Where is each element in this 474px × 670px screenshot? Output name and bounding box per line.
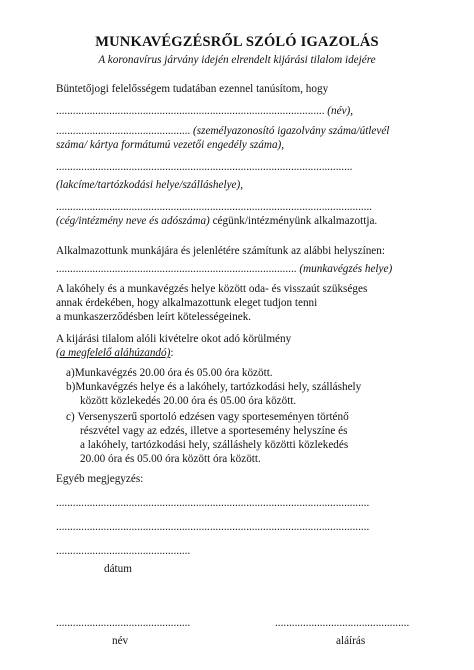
company-text: cégünk/intézményünk alkalmazottja. [209, 215, 378, 227]
id-label-cont: száma/ kártya formátumú vezetői engedély száma), [56, 139, 285, 151]
option-b-line-1: Munkavégzés helye és a lakóhely, tartózkodási hely, szálláshely [75, 381, 362, 393]
notes-label: Egyéb megjegyzés: [56, 473, 144, 485]
option-c-marker: c) [66, 411, 75, 423]
option-a-line-1: Munkavégzés 20.00 óra és 05.00 óra között. [74, 367, 273, 379]
document-subtitle: A koronavírus járvány idején elrendelt kijárási tilalom idejére [98, 54, 376, 66]
option-c [66, 410, 349, 424]
option-b [66, 380, 361, 394]
address-label: (lakcíme/tartózkodási helye/szálláshelye), [56, 179, 244, 191]
exception-note: (a megfelelő aláhúzandó) [56, 347, 171, 359]
option-c-line-3: a lakóhely, tartózkodási hely, szálláshely közötti közlekedés [80, 439, 349, 451]
id-line [56, 124, 389, 138]
option-b-line-2: között közlekedés 20.00 óra és 05.00 óra között. [80, 395, 297, 407]
workplace-line [56, 262, 392, 276]
date-dots: ................................................ [56, 545, 191, 557]
workplace-label: (munkavégzés helye) [299, 263, 393, 275]
exception-note-suffix: : [170, 347, 174, 359]
option-a-marker: a) [66, 367, 75, 379]
sign-name-label: név [112, 635, 129, 647]
name-line [56, 104, 353, 118]
name-dots: ................................................................................................ [56, 105, 325, 117]
address-dots: .......................................................................................................... [56, 161, 353, 173]
notes-dots-1: ................................................................................................................ [56, 497, 370, 509]
option-c-line-2: részvétel vagy az edzés, illetve a sportesemény helyszíne és [80, 425, 348, 437]
commute-text-3: a munkaszerződésben leírt kötelességeinek. [56, 311, 252, 323]
company-label: (cég/intézmény neve és adószáma) [56, 215, 210, 227]
option-c-line-1: Versenyszerű sportoló edzésen vagy sporteseményen történő [77, 411, 349, 423]
exception-note-line [56, 346, 173, 360]
intro-text: Büntetőjogi felelősségem tudatában ezennel tanúsítom, hogy [56, 83, 329, 95]
option-a [66, 366, 273, 380]
date-label: dátum [104, 563, 132, 575]
sign-signature-label: aláírás [336, 635, 366, 647]
option-c-line-4: 20.00 óra és 05.00 óra között óra között. [80, 453, 261, 465]
exception-intro: A kijárási tilalom alóli kivételre okot adó körülmény [56, 333, 292, 345]
name-label: (név), [327, 105, 354, 117]
id-label: (személyazonosító igazolvány száma/útlevél [193, 125, 390, 137]
document-title: MUNKAVÉGZÉSRŐL SZÓLÓ IGAZOLÁS [95, 34, 379, 50]
commute-text-1: A lakóhely és a munkavégzés helye között oda- és visszaút szükséges [56, 283, 368, 295]
company-line [56, 214, 377, 228]
workplace-dots: ...................................................................................... [56, 263, 297, 275]
notes-dots-2: ................................................................................................................ [56, 521, 370, 533]
workplace-intro: Alkalmazottunk munkájára és jelenlétére számítunk az alábbi helyszínen: [56, 245, 385, 257]
sign-dots-left: ................................................ [56, 617, 191, 629]
option-b-marker: b) [66, 381, 76, 393]
id-dots: ................................................ [56, 125, 191, 137]
commute-text-2: annak érdekében, hogy alkalmazottunk eleget tudjon tenni [56, 297, 318, 309]
company-dots: ................................................................................................................. [56, 201, 373, 213]
sign-dots-right: ................................................ [275, 617, 410, 629]
